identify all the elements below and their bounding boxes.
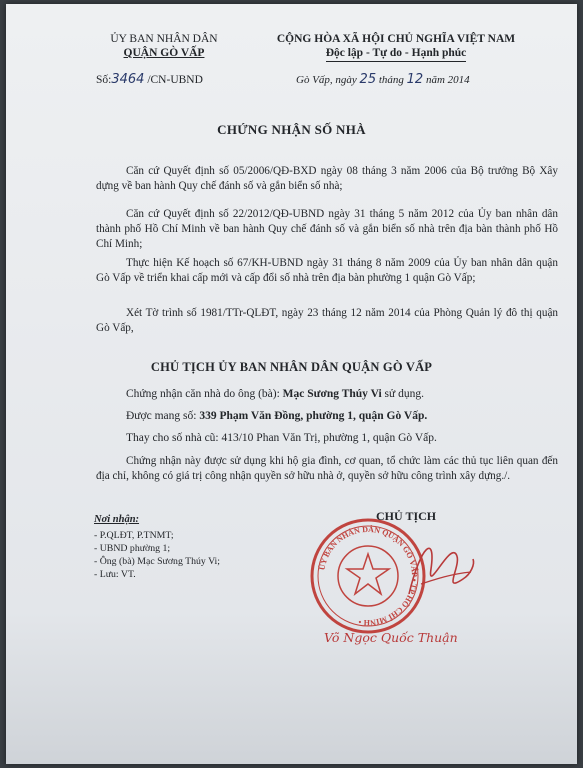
document-title: CHỨNG NHẬN SỐ NHÀ [217,122,366,137]
recipients-list [94,529,220,581]
place-date [296,72,470,87]
owner-name: Mạc Sương Thúy Vi [282,388,382,400]
issuer-line-1: ỦY BAN NHÂN DÂN [110,33,218,45]
national-motto: Độc lập - Tự do - Hạnh phúc [326,46,467,62]
paragraph-2 [96,207,558,252]
doc-no-handwritten: 3464 [111,72,145,87]
recipient-item: - Lưu: VT. [94,569,136,580]
national-header [256,32,536,62]
owner-prefix: Chứng nhận căn nhà do ông (bà): [126,388,280,400]
issuer-line-2: QUẬN GÒ VẤP [123,47,205,59]
signer-name: Võ Ngọc Quốc Thuận [324,630,458,645]
svg-text:ỦY BAN NHÂN DÂN QUẬN GÒ VẤP •: ỦY BAN NHÂN DÂN QUẬN GÒ VẤP • TP HỒ CHÍ MINH • [317,524,420,628]
year-label: năm 2014 [425,74,470,86]
usage-note-text: Chứng nhận này được sử dụng khi hộ gia đình, cơ quan, tổ chức làm các thủ tục liên quan đến địa chỉ, không có giá trị công nhận quyền sở hữu nhà ở, quyền sở hữu công trình xây dựng./. [96,455,558,482]
issuer-header [64,32,264,60]
month-label: tháng [378,74,404,86]
document-number [96,72,203,87]
recipient-item: - UBND phường 1; [94,543,171,554]
recipient-item: - P.QLĐT, P.TNMT; [94,530,174,541]
owner-suffix: sử dụng. [384,388,425,400]
paragraph-4 [96,306,558,336]
usage-note [96,454,558,484]
paragraph-1 [96,164,558,194]
date-day: 25 [359,72,377,87]
paragraph-1-text: Căn cứ Quyết định số 05/2006/QĐ-BXD ngày 08 tháng 3 năm 2006 của Bộ trưởng Bộ Xây dựng về ban hành Quy chế đánh số và gắn biển số nhà; [96,165,558,192]
paragraph-3 [96,256,558,286]
date-month: 12 [406,72,424,87]
paragraph-4-text: Xét Tờ trình số 1981/TTr-QLĐT, ngày 23 tháng 12 năm 2014 của Phòng Quản lý đô thị quận Gò Vấp, [96,307,558,334]
recipient-item: - Ông (bà) Mạc Sương Thúy Vi; [94,556,221,567]
recipients-title: Nơi nhận: [94,514,140,525]
authority-title: CHỦ TỊCH ỦY BAN NHÂN DÂN QUẬN GÒ VẤP [150,360,433,374]
owner-line [126,388,424,400]
signature-icon [401,524,481,614]
paragraph-2-text: Căn cứ Quyết định số 22/2012/QĐ-UBND ngày 31 tháng 5 năm 2012 của Ủy ban nhân dân thành phố Hồ Chí Minh về ban hành Quy chế đánh số và gắn biển số nhà trên địa bàn thành phố Hồ Chí Minh; [96,208,558,250]
doc-no-prefix: Số: [96,74,112,86]
new-number-prefix: Được mang số: [126,410,197,422]
country-name: CỘNG HÒA XÃ HỘI CHỦ NGHĨA VIỆT NAM [276,33,516,45]
paragraph-3-text: Thực hiện Kế hoạch số 67/KH-UBND ngày 31 tháng 8 năm 2009 của Ủy ban nhân dân quận Gò Vấp về triển khai cấp mới và cấp đổi số nhà trên địa bàn phường 1 quận Gò Vấp; [96,257,558,284]
document-page [6,4,577,764]
doc-no-suffix: /CN-UBND [147,74,203,86]
place-prefix: Gò Vấp, ngày [296,74,357,86]
signer-position: CHỦ TỊCH [376,509,437,523]
old-number-line: Thay cho số nhà cũ: 413/10 Phan Văn Trị, phường 1, quận Gò Vấp. [126,432,437,444]
new-number-line [126,410,427,422]
new-address: 339 Phạm Văn Đồng, phường 1, quận Gò Vấp. [199,410,428,422]
